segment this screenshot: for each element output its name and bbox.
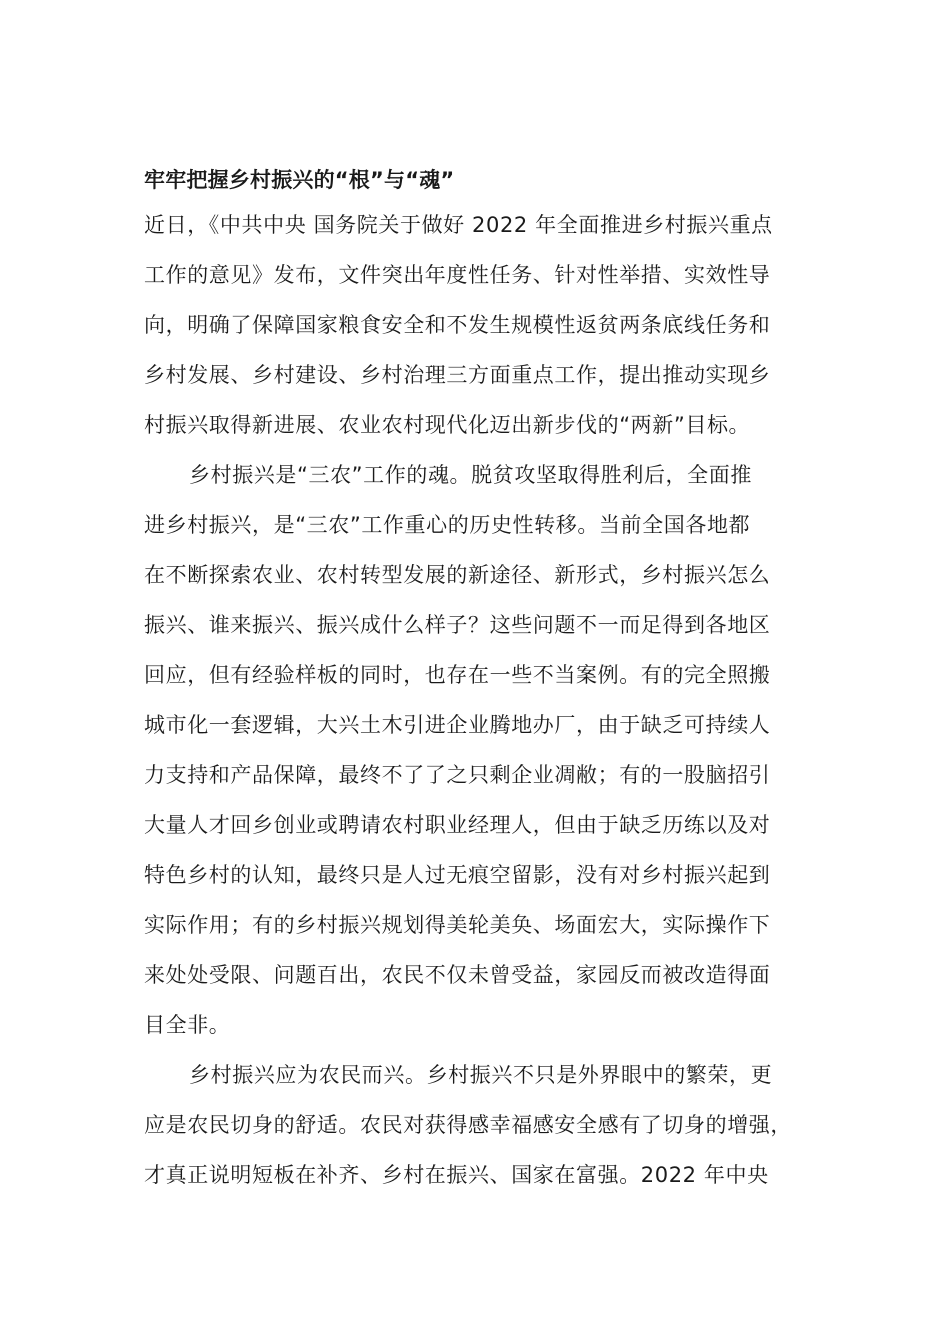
paragraph-line: 工作的意见》发布，文件突出年度性任务、针对性举措、实效性导 [144, 263, 771, 287]
paragraph-line: 力支持和产品保障，最终不了了之只剩企业凋敝；有的一股脑招引 [144, 763, 771, 787]
paragraph-line: 目全非。 [144, 1013, 231, 1037]
paragraph-line: 乡村振兴是“三农”工作的魂。脱贫攻坚取得胜利后，全面推 [189, 463, 752, 487]
paragraph-line: 回应，但有经验样板的同时，也存在一些不当案例。有的完全照搬 [144, 663, 771, 687]
paragraph-line: 特色乡村的认知，最终只是人过无痕空留影，没有对乡村振兴起到 [144, 863, 771, 887]
paragraph-line: 大量人才回乡创业或聘请农村职业经理人，但由于缺乏历练以及对 [144, 813, 771, 837]
article [144, 160, 808, 1200]
paragraph-line: 才真正说明短板在补齐、乡村在振兴、国家在富强。2022 年中央 [144, 1163, 769, 1187]
paragraph-line: 来处处受限、问题百出，农民不仅未曾受益，家园反而被改造得面 [144, 963, 771, 987]
paragraph-line: 乡村振兴应为农民而兴。乡村振兴不只是外界眼中的繁荣，更 [189, 1063, 773, 1087]
paragraph-line: 向，明确了保障国家粮食安全和不发生规模性返贫两条底线任务和 [144, 313, 771, 337]
paragraph-1 [144, 200, 808, 450]
paragraph-line: 进乡村振兴，是“三农”工作重心的历史性转移。当前全国各地都 [144, 513, 751, 537]
paragraph-line: 近日，《中共中央 国务院关于做好 2022 年全面推进乡村振兴重点 [144, 213, 773, 237]
paragraph-line: 乡村发展、乡村建设、乡村治理三方面重点工作，提出推动实现乡 [144, 363, 771, 387]
paragraph-3 [144, 1050, 808, 1200]
paragraph-2 [144, 450, 808, 1050]
paragraph-line: 实际作用；有的乡村振兴规划得美轮美奂、场面宏大，实际操作下 [144, 913, 771, 937]
article-title: 牢牢把握乡村振兴的“根”与“魂” [144, 168, 455, 192]
paragraph-line: 村振兴取得新进展、农业农村现代化迈出新步伐的“两新”目标。 [144, 413, 751, 437]
paragraph-line: 在不断探索农业、农村转型发展的新途径、新形式，乡村振兴怎么 [144, 563, 771, 587]
paragraph-line: 振兴、谁来振兴、振兴成什么样子？这些问题不一而足得到各地区 [144, 613, 771, 637]
paragraph-line: 应是农民切身的舒适。农民对获得感幸福感安全感有了切身的增强， [144, 1113, 792, 1137]
paragraph-line: 城市化一套逻辑，大兴土木引进企业腾地办厂，由于缺乏可持续人 [144, 713, 771, 737]
